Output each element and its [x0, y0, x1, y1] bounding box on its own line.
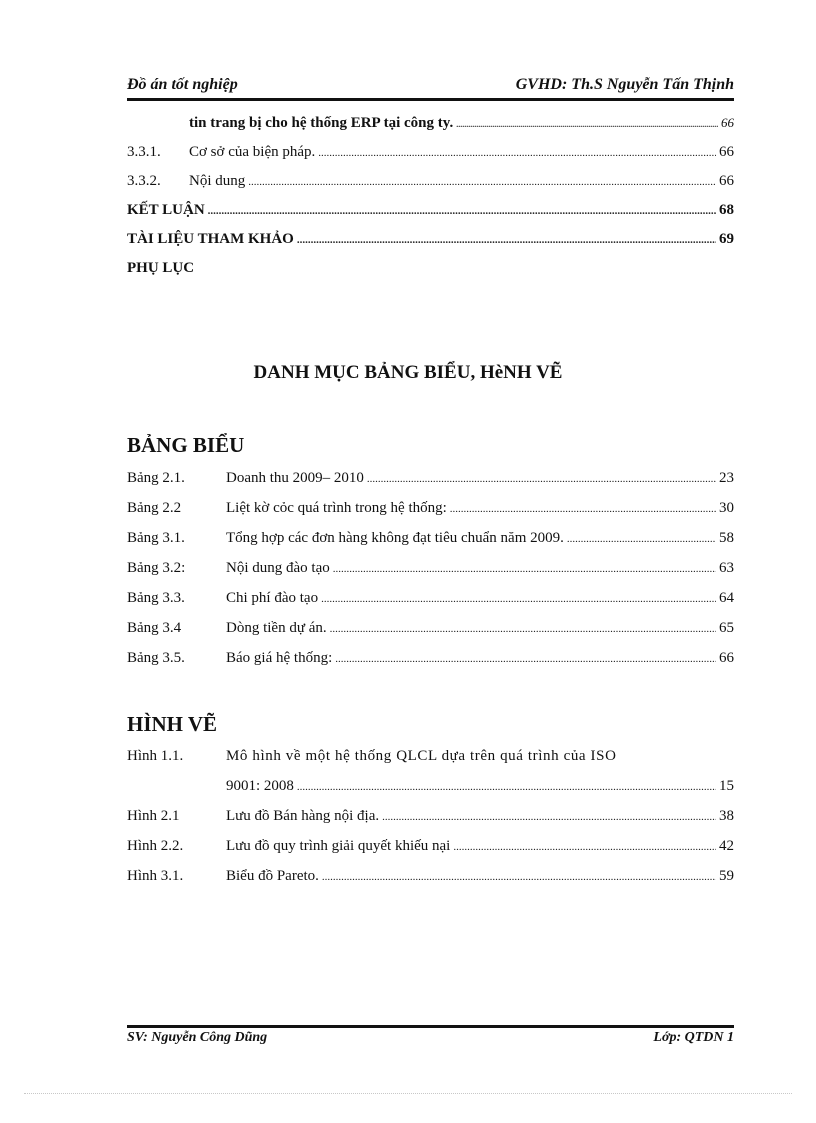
- figure-list-row: [127, 808, 734, 830]
- toc-leader: [567, 530, 716, 547]
- footer-right: Lớp: QTDN 1: [653, 1030, 734, 1045]
- table-list-row: [127, 470, 734, 492]
- page-bottom-border: [24, 1093, 792, 1094]
- row-page: 15: [719, 778, 734, 794]
- row-page: 59: [719, 868, 734, 884]
- row-title: Liệt kờ cỏc quá trình trong hệ thống:: [226, 500, 447, 516]
- row-number: Bảng 3.4: [127, 620, 182, 636]
- row-number: Bảng 3.1.: [127, 530, 185, 546]
- toc-row-ket-luan: [127, 202, 734, 224]
- toc-row-tai-lieu: [127, 231, 734, 253]
- toc-row-page: 69: [719, 231, 734, 247]
- table-list-row: [127, 620, 734, 642]
- row-page: 23: [719, 470, 734, 486]
- row-title: Chi phí đào tạo: [226, 590, 319, 606]
- row-title-line1: Mô hình về một hệ thống QLCL dựa trên quá trình của ISO: [226, 748, 617, 764]
- toc-row-number: 3.3.2.: [127, 173, 161, 189]
- toc-row: [189, 115, 734, 137]
- toc-row-title: KẾT LUẬN: [127, 202, 205, 218]
- row-number: Bảng 2.2: [127, 500, 182, 516]
- toc-leader: [208, 202, 716, 219]
- toc-leader: [330, 620, 716, 637]
- header-rule: [127, 98, 734, 101]
- figure-list-row-continuation: [226, 778, 734, 800]
- toc-row-title: TÀI LIỆU THAM KHẢO: [127, 231, 294, 247]
- toc-leader: [367, 470, 716, 487]
- table-list-row: [127, 590, 734, 612]
- footer-left: SV: Nguyễn Công Dũng: [127, 1030, 268, 1045]
- figure-list-row: [127, 838, 734, 860]
- row-title: Báo giá hệ thống:: [226, 650, 333, 666]
- row-page: 42: [719, 838, 734, 854]
- table-list-row: [127, 530, 734, 552]
- row-number: Hình 3.1.: [127, 868, 184, 884]
- toc-leader: [321, 590, 716, 607]
- row-title-line2: 9001: 2008: [226, 778, 294, 794]
- row-title: Dòng tiền dự án.: [226, 620, 327, 636]
- row-page: 64: [719, 590, 734, 606]
- toc-row-title: Nội dung: [189, 173, 246, 189]
- toc-leader: [322, 868, 716, 885]
- toc-row-title: tin trang bị cho hệ thống ERP tại công ty.: [189, 115, 454, 131]
- row-page: 66: [719, 650, 734, 666]
- row-page: 65: [719, 620, 734, 636]
- section-heading-bang-bieu: BẢNG BIỂU: [127, 433, 245, 457]
- row-title: Biểu đồ Pareto.: [226, 868, 319, 884]
- row-number: Bảng 3.2:: [127, 560, 186, 576]
- header-left: Đồ án tốt nghiệp: [127, 76, 238, 93]
- toc-leader: [297, 778, 716, 795]
- row-number: Hình 2.1: [127, 808, 180, 824]
- row-number: Bảng 3.5.: [127, 650, 185, 666]
- section-heading-hinh-ve: HÌNH VẼ: [127, 712, 218, 736]
- row-title: Lưu đồ Bán hàng nội địa.: [226, 808, 380, 824]
- toc-row-page: 66: [719, 144, 734, 160]
- row-number: Hình 1.1.: [127, 748, 184, 764]
- toc-leader: [318, 144, 716, 161]
- toc-leader: [453, 838, 716, 855]
- row-title: Doanh thu 2009– 2010: [226, 470, 364, 486]
- row-title: Tổng hợp các đơn hàng không đạt tiêu chuẩn năm 2009.: [226, 530, 564, 546]
- row-page: 30: [719, 500, 734, 516]
- toc-leader: [456, 115, 718, 132]
- row-number: Bảng 3.3.: [127, 590, 185, 606]
- table-list-row: [127, 560, 734, 582]
- footer-rule: [127, 1025, 734, 1028]
- row-title: Nội dung đào tạo: [226, 560, 330, 576]
- row-number: Hình 2.2.: [127, 838, 184, 854]
- row-page: 58: [719, 530, 734, 546]
- toc-leader: [297, 231, 716, 248]
- row-page: 63: [719, 560, 734, 576]
- row-title: Lưu đồ quy trình giải quyết khiếu nại: [226, 838, 451, 854]
- toc-leader: [382, 808, 716, 825]
- row-page: 38: [719, 808, 734, 824]
- list-title: DANH MỤC BẢNG BIỂU, HèNH VẼ: [253, 362, 563, 383]
- toc-row-page: 68: [719, 202, 734, 218]
- toc-leader: [450, 500, 716, 517]
- toc-row-title: Cơ sở của biện pháp.: [189, 144, 316, 160]
- toc-row-page: 66: [721, 115, 734, 130]
- toc-leader: [333, 560, 716, 577]
- table-list-row: [127, 650, 734, 672]
- figure-list-row-wrapped: [127, 748, 734, 770]
- toc-leader: [248, 173, 716, 190]
- toc-row-page: 66: [719, 173, 734, 189]
- toc-row: [127, 144, 734, 166]
- toc-row-number: 3.3.1.: [127, 144, 161, 160]
- toc-row: [127, 173, 734, 195]
- toc-leader: [335, 650, 716, 667]
- header-right: GVHD: Th.S Nguyễn Tấn Thịnh: [515, 76, 734, 93]
- page-header: [127, 76, 734, 98]
- row-number: Bảng 2.1.: [127, 470, 185, 486]
- page-footer: [127, 1030, 734, 1052]
- figure-list-row: [127, 868, 734, 890]
- toc-phu-luc: PHỤ LỤC: [127, 260, 195, 276]
- table-list-row: [127, 500, 734, 522]
